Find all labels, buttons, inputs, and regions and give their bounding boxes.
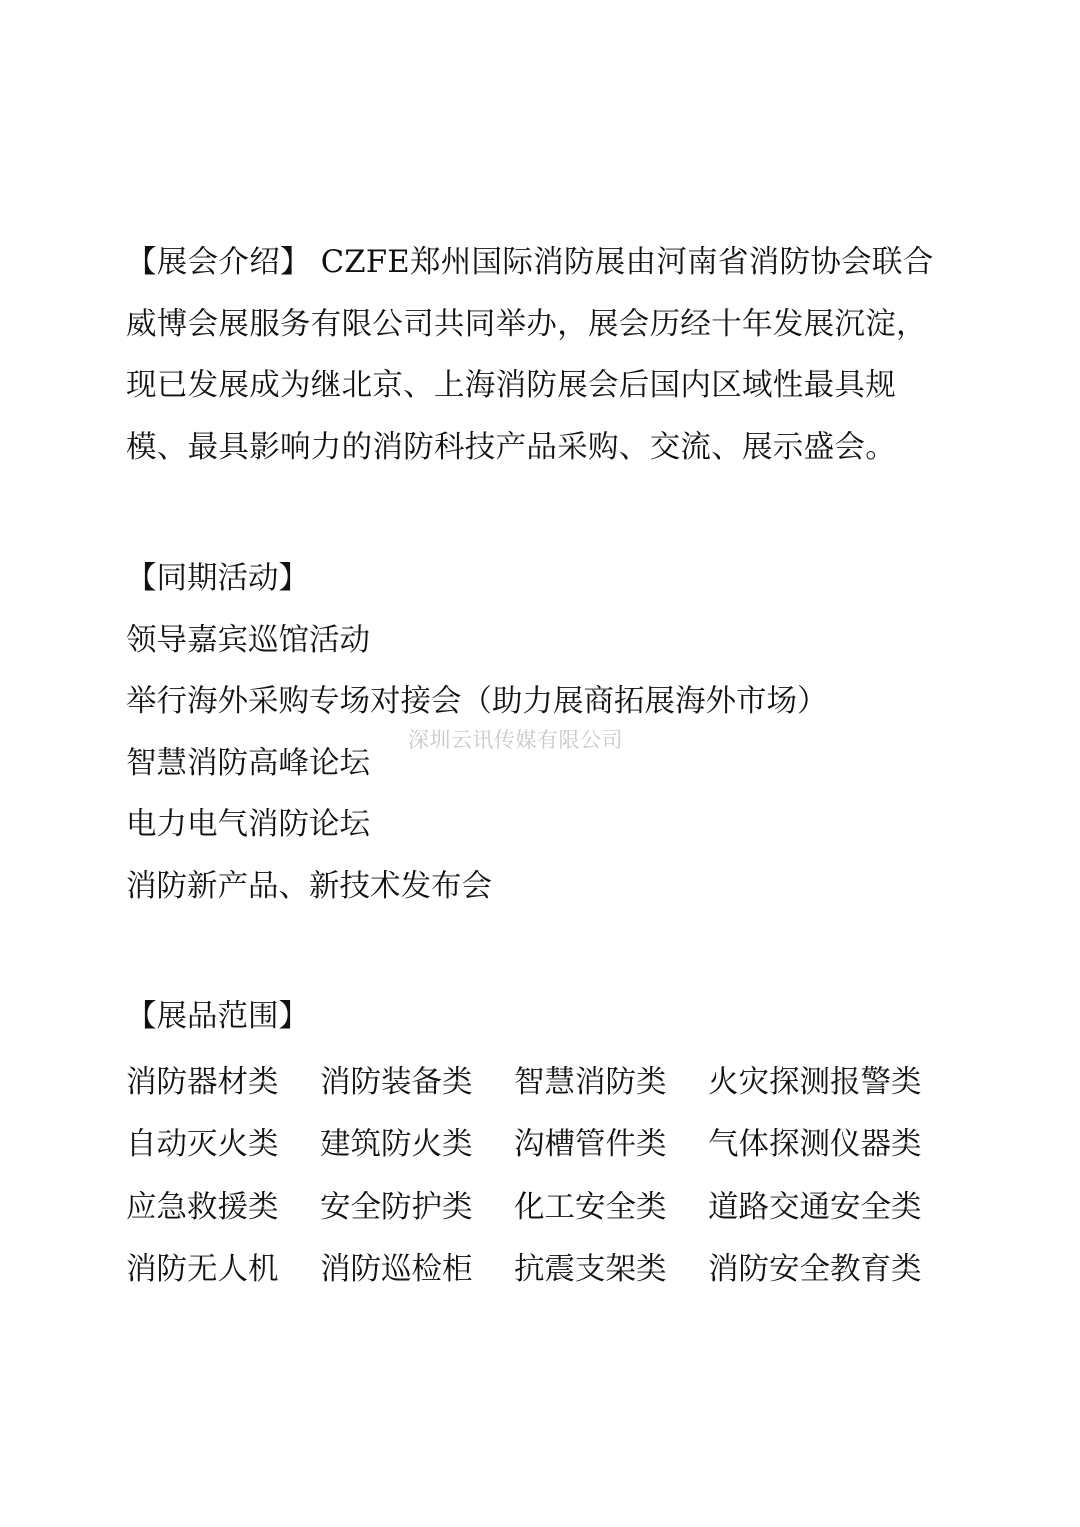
- product-category: 智慧消防类: [514, 1064, 667, 1100]
- intro-line: 威博会展服务有限公司共同举办，展会历经十年发展沉淀，: [126, 306, 927, 342]
- activity-item: 举行海外采购专场对接会（助力展商拓展海外市场）: [126, 684, 828, 719]
- exhibition-intro: [126, 232, 966, 478]
- watermark: 深圳云讯传媒有限公司: [408, 728, 623, 752]
- product-category: 气体探测仪器类: [708, 1127, 922, 1163]
- product-category: 建筑防火类: [320, 1127, 473, 1163]
- product-category: 消防巡检柜: [320, 1252, 473, 1288]
- intro-line: 现已发展成为继北京、上海消防展会后国内区域性最具规: [126, 368, 896, 403]
- products-heading: 【展品范围】: [126, 999, 309, 1034]
- product-category: 道路交通安全类: [708, 1189, 922, 1225]
- intro-line: 【展会介绍】 CZFE郑州国际消防展由河南省消防协会联合: [126, 245, 934, 280]
- activity-item: 智慧消防高峰论坛: [126, 745, 370, 781]
- product-range: [126, 986, 966, 1298]
- product-category: 火灾探测报警类: [708, 1064, 922, 1100]
- product-category: 消防器材类: [126, 1064, 279, 1100]
- activity-item: 电力电气消防论坛: [126, 807, 370, 842]
- product-row: [126, 1235, 966, 1298]
- product-category: 沟槽管件类: [514, 1127, 667, 1163]
- product-category: 消防装备类: [320, 1064, 473, 1100]
- activity-item: 领导嘉宾巡馆活动: [126, 622, 370, 658]
- product-category: 消防安全教育类: [708, 1252, 922, 1288]
- activity-item: 消防新产品、新技术发布会: [126, 868, 492, 904]
- concurrent-activities: [126, 548, 966, 917]
- product-category: 应急救援类: [126, 1189, 279, 1225]
- product-category: 安全防护类: [320, 1189, 473, 1225]
- product-category: 消防无人机: [126, 1252, 279, 1288]
- product-row: [126, 1110, 966, 1173]
- product-row: [126, 1048, 966, 1111]
- intro-line: 模、最具影响力的消防科技产品采购、交流、展示盛会。: [126, 429, 896, 465]
- product-category: 化工安全类: [514, 1189, 667, 1225]
- product-row: [126, 1173, 966, 1236]
- product-category: 自动灭火类: [126, 1127, 279, 1163]
- product-category: 抗震支架类: [514, 1252, 667, 1288]
- activities-heading: 【同期活动】: [126, 561, 309, 596]
